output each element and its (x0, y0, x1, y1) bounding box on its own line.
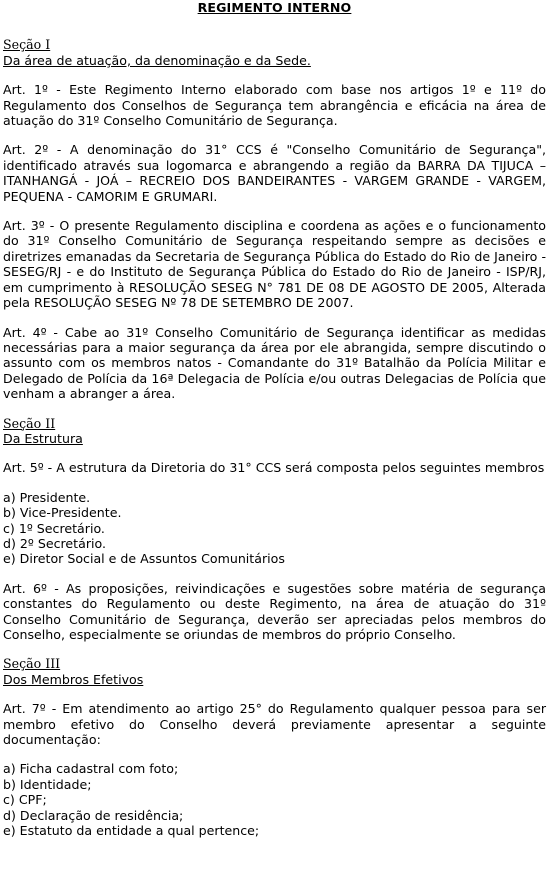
article-2: Art. 2º - A denominação do 31° CCS é "Conselho Comunitário de Segurança", identificado através sua logomarca e abrangendo a região da BARRA DA TIJUCA – ITANHANGÁ - JOÁ – RECREIO DOS BANDEIRANTES - VARGEM GRANDE - VARGEM, PEQUENA - CAMORIM E GRUMARI. (3, 142, 546, 204)
article-1: Art. 1º - Este Regimento Interno elaborado com base nos artigos 1º e 11º do Regulamento dos Conselhos de Segurança tem abrangência e eficácia na área de atuação do 31º Conselho Comunitário de Segurança. (3, 82, 546, 129)
board-member-item: c) 1º Secretário. (3, 520, 105, 536)
document-item: d) Declaração de residência; (3, 807, 184, 823)
section-1-number: Seção I (3, 37, 51, 53)
article-4: Art. 4º - Cabe ao 31º Conselho Comunitário de Segurança identificar as medidas necessárias para a maior segurança da área por ele abrangida, sempre discutindo o assunto com os membros natos - Comandante do 31º Batalhão da Polícia Militar e Delegado de Polícia da 16ª Delegacia de Polícia e/ou outras Delegacias de Polícia que venham a abranger a área. (3, 324, 546, 402)
board-member-item: b) Vice-Presidente. (3, 505, 122, 521)
section-3-heading: Dos Membros Efetivos (3, 671, 144, 687)
article-7: Art. 7º - Em atendimento ao artigo 25° do Regulamento qualquer pessoa para ser membro efetivo do Conselho deverá previamente apresentar a seguinte documentação: (3, 701, 546, 748)
section-2-header (3, 416, 546, 447)
document-item: e) Estatuto da entidade a qual pertence; (3, 823, 260, 839)
document-item: c) CPF; (3, 792, 47, 808)
required-documents-list (3, 761, 546, 838)
article-3: Art. 3º - O presente Regulamento disciplina e coordena as ações e o funcionamento do 31º Conselho Comunitário de Segurança respeitando sempre as decisões e diretrizes emanadas da Secretaria de Segurança Pública do Estado do Rio de Janeiro - SESEG/RJ - e do Instituto de Segurança Pública do Estado do Rio de Janeiro - ISP/RJ, em cumprimento à RESOLUÇÃO SESEG N° 781 DE 08 DE AGOSTO DE 2005, Alterada pela RESOLUÇÃO SESEG Nº 78 DE SETEMBRO DE 2007. (3, 218, 546, 311)
document-item: a) Ficha cadastral com foto; (3, 761, 179, 777)
document-title: REGIMENTO INTERNO (197, 0, 352, 15)
board-members-list (3, 490, 546, 567)
section-3-number: Seção III (3, 656, 61, 672)
article-6: Art. 6º - As proposições, reivindicações e sugestões sobre matéria de segurança constantes do Regulamento ou deste Regimento, na área de atuação do 31º Conselho Comunitário de Segurança, deverão ser apreciadas pelos membros do Conselho, especialmente se oriundas de membros do próprio Conselho. (3, 580, 546, 642)
document-item: b) Identidade; (3, 776, 92, 792)
section-2-number: Seção II (3, 415, 56, 431)
board-member-item: e) Diretor Social e de Assuntos Comunitários (3, 551, 285, 567)
section-1-header (3, 37, 546, 68)
document-page (3, 0, 546, 838)
section-3-header (3, 656, 546, 687)
section-2-heading: Da Estrutura (3, 430, 83, 446)
board-member-item: d) 2º Secretário. (3, 535, 106, 551)
article-5: Art. 5º - A estrutura da Diretoria do 31° CCS será composta pelos seguintes membros (3, 460, 545, 476)
section-1-heading: Da área de atuação, da denominação e da Sede. (3, 52, 311, 68)
board-member-item: a) Presidente. (3, 489, 91, 505)
